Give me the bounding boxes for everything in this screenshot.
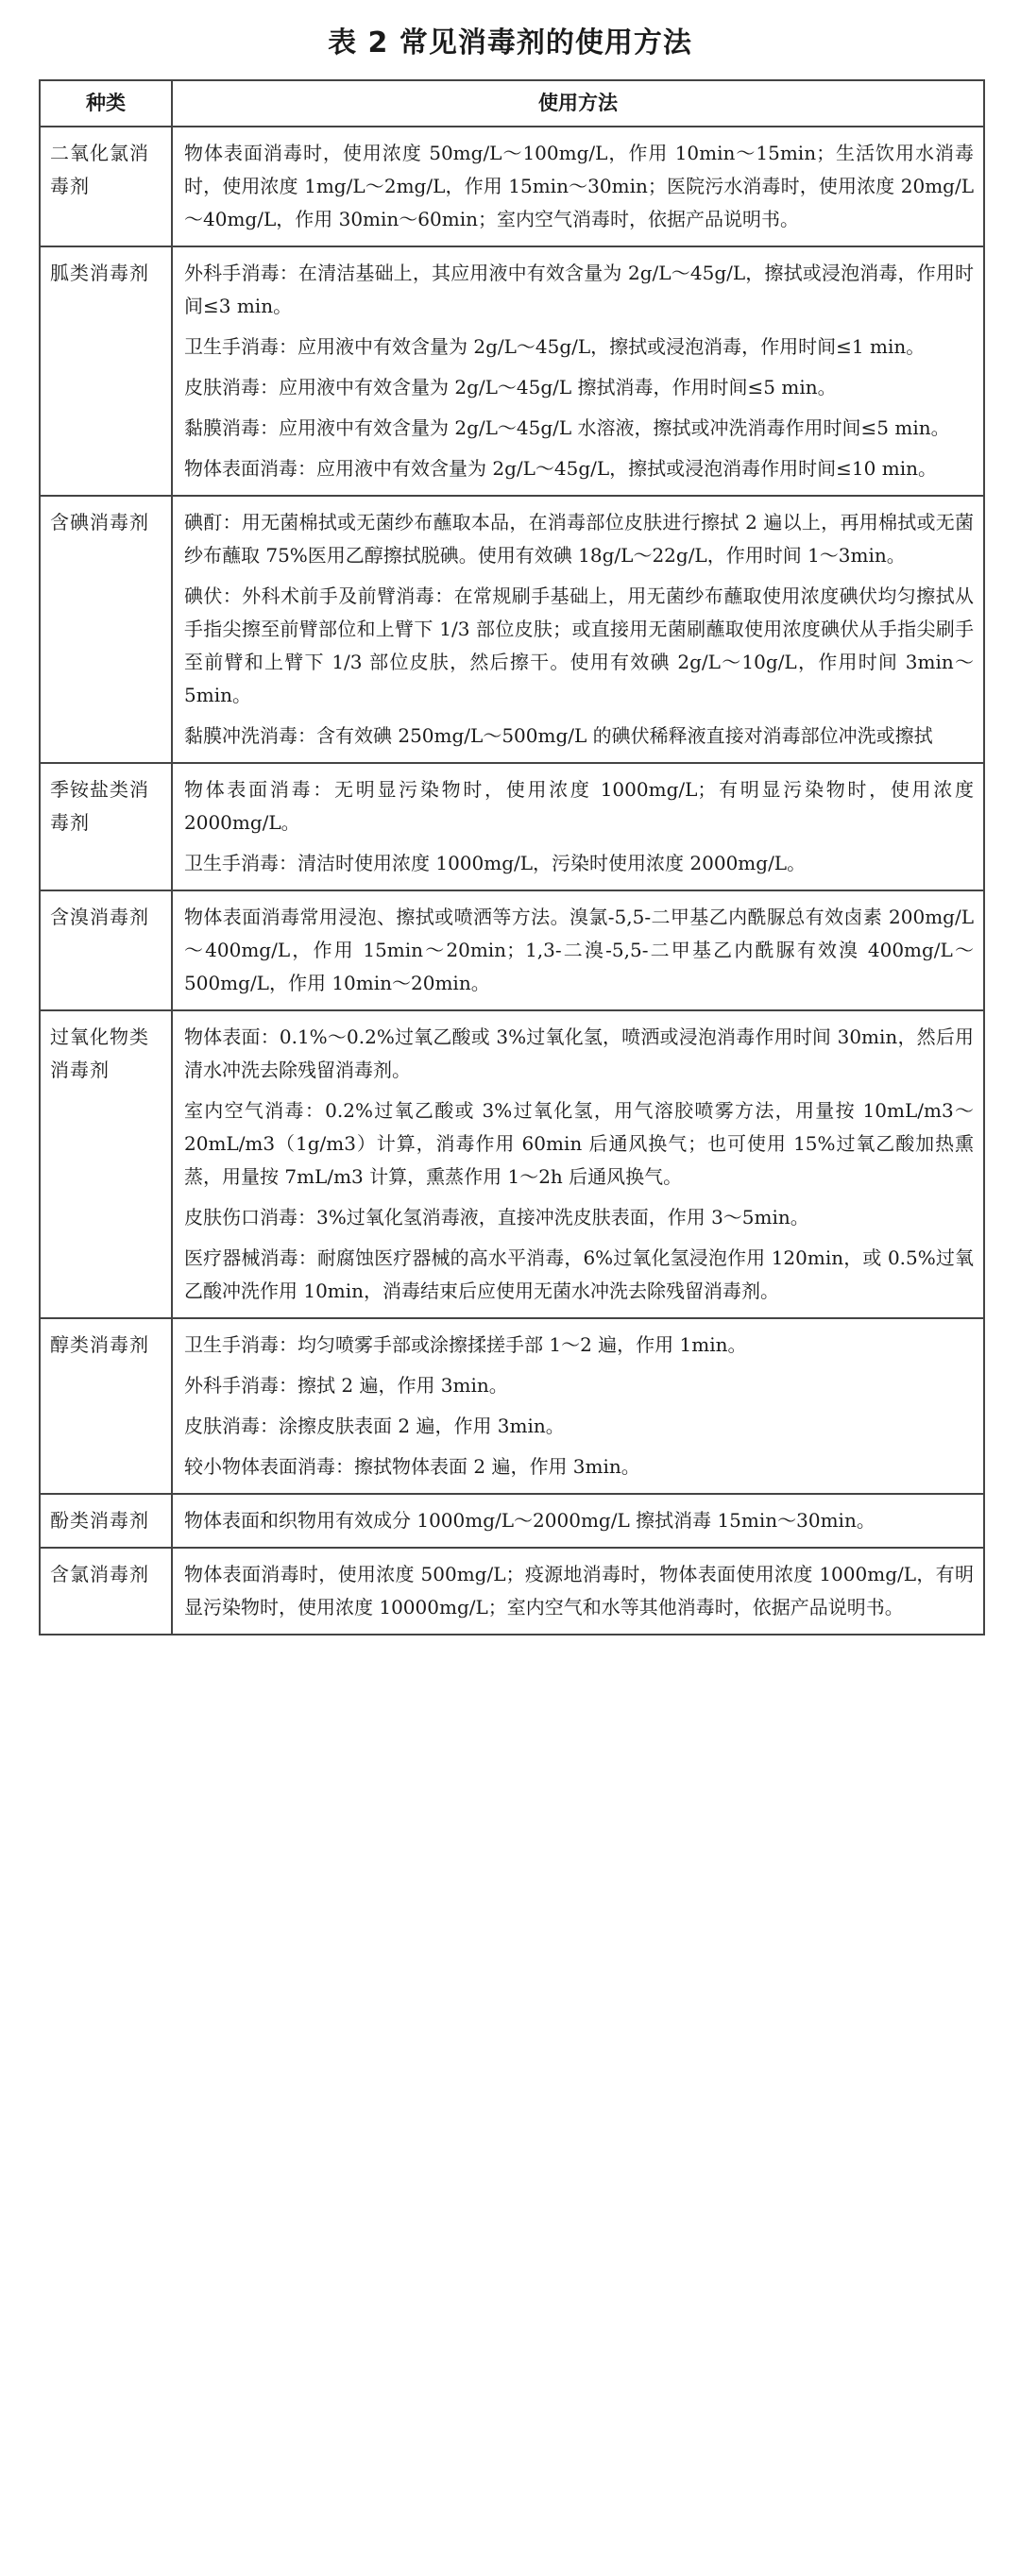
disinfectant-type: 含氯消毒剂	[40, 1548, 172, 1635]
table-body	[40, 127, 984, 1635]
method-paragraph: 物体表面和织物用有效成分 1000mg/L～2000mg/L 擦拭消毒 15min～30min。	[184, 1509, 876, 1532]
method-paragraph: 皮肤消毒：涂擦皮肤表面 2 遍，作用 3min。	[184, 1415, 565, 1437]
table-header-row	[40, 80, 984, 127]
disinfectant-type: 含碘消毒剂	[40, 496, 172, 763]
method-paragraph: 物体表面消毒时，使用浓度 50mg/L～100mg/L，作用 10min～15min；生活饮用水消毒时，使用浓度 1mg/L～2mg/L，作用 15min～30min；医院污水消毒时，使用浓度 20mg/L～40mg/L，作用 30min～60min；室内空气消毒时，依据产品说明书。	[184, 142, 974, 230]
disinfectant-type: 含溴消毒剂	[40, 890, 172, 1010]
table-row	[40, 1548, 984, 1635]
disinfectant-type: 胍类消毒剂	[40, 246, 172, 496]
method-paragraph: 卫生手消毒：均匀喷雾手部或涂擦揉搓手部 1～2 遍，作用 1min。	[184, 1333, 747, 1356]
method-paragraph: 物体表面消毒：应用液中有效含量为 2g/L～45g/L，擦拭或浸泡消毒作用时间≤10 min。	[184, 457, 937, 480]
method-paragraph: 医疗器械消毒：耐腐蚀医疗器械的高水平消毒，6%过氧化氢浸泡作用 120min，或 0.5%过氧乙酸冲洗作用 10min，消毒结束后应使用无菌水冲洗去除残留消毒剂。	[184, 1246, 974, 1302]
table-row	[40, 246, 984, 496]
disinfectant-type: 季铵盐类消毒剂	[40, 763, 172, 890]
usage-method	[172, 246, 984, 496]
disinfectant-type: 酚类消毒剂	[40, 1494, 172, 1548]
method-paragraph: 物体表面消毒常用浸泡、擦拭或喷洒等方法。溴氯-5,5-二甲基乙内酰脲总有效卤素 200mg/L～400mg/L，作用 15min～20min；1,3-二溴-5,5-二甲基乙内酰脲有效溴 400mg/L～500mg/L，作用 10min～20min。	[184, 906, 974, 994]
table-title: 表 2 常见消毒剂的使用方法	[328, 26, 692, 59]
usage-method	[172, 763, 984, 890]
disinfectant-type: 过氧化物类消毒剂	[40, 1010, 172, 1318]
disinfectant-type: 二氧化氯消毒剂	[40, 127, 172, 246]
usage-method	[172, 127, 984, 246]
method-paragraph: 碘伏：外科术前手及前臂消毒：在常规刷手基础上，用无菌纱布蘸取使用浓度碘伏均匀擦拭从手指尖擦至前臂部位和上臂下 1/3 部位皮肤；或直接用无菌刷蘸取使用浓度碘伏从手指尖刷手至前臂和上臂下 1/3 部位皮肤，然后擦干。使用有效碘 2g/L～10g/L，作用时间 3min～5min。	[184, 585, 974, 706]
method-paragraph: 物体表面消毒时，使用浓度 500mg/L；疫源地消毒时，物体表面使用浓度 1000mg/L，有明显污染物时，使用浓度 10000mg/L；室内空气和水等其他消毒时，依据产品说明书。	[184, 1563, 974, 1618]
method-paragraph: 物体表面消毒：无明显污染物时，使用浓度 1000mg/L；有明显污染物时，使用浓度 2000mg/L。	[184, 778, 974, 834]
method-paragraph: 外科手消毒：擦拭 2 遍，作用 3min。	[184, 1374, 508, 1397]
disinfectant-type: 醇类消毒剂	[40, 1318, 172, 1494]
header-method: 使用方法	[172, 80, 984, 127]
usage-method	[172, 1318, 984, 1494]
disinfectant-table	[39, 79, 985, 1635]
method-paragraph: 碘酊：用无菌棉拭或无菌纱布蘸取本品，在消毒部位皮肤进行擦拭 2 遍以上，再用棉拭或无菌纱布蘸取 75%医用乙醇擦拭脱碘。使用有效碘 18g/L～22g/L，作用时间 1～3min。	[184, 511, 974, 567]
usage-method	[172, 1494, 984, 1548]
method-paragraph: 黏膜冲洗消毒：含有效碘 250mg/L～500mg/L 的碘伏稀释液直接对消毒部位冲洗或擦拭	[184, 724, 933, 747]
usage-method	[172, 496, 984, 763]
table-row	[40, 127, 984, 246]
method-paragraph: 室内空气消毒：0.2%过氧乙酸或 3%过氧化氢，用气溶胶喷雾方法，用量按 10mL/m3～20mL/m3（1g/m3）计算，消毒作用 60min 后通风换气；也可使用 15%过氧乙酸加热熏蒸，用量按 7mL/m3 计算，熏蒸作用 1～2h 后通风换气。	[184, 1099, 974, 1188]
method-paragraph: 外科手消毒：在清洁基础上，其应用液中有效含量为 2g/L～45g/L，擦拭或浸泡消毒，作用时间≤3 min。	[184, 262, 974, 317]
usage-method	[172, 1548, 984, 1635]
table-row	[40, 1010, 984, 1318]
method-paragraph: 较小物体表面消毒：擦拭物体表面 2 遍，作用 3min。	[184, 1455, 640, 1478]
method-paragraph: 卫生手消毒：应用液中有效含量为 2g/L～45g/L，擦拭或浸泡消毒，作用时间≤1 min。	[184, 335, 926, 358]
table-row	[40, 890, 984, 1010]
table-row	[40, 1318, 984, 1494]
method-paragraph: 皮肤消毒：应用液中有效含量为 2g/L～45g/L 擦拭消毒，作用时间≤5 min。	[184, 376, 837, 398]
table-row	[40, 1494, 984, 1548]
method-paragraph: 黏膜消毒：应用液中有效含量为 2g/L～45g/L 水溶液，擦拭或冲洗消毒作用时间≤5 min。	[184, 416, 950, 439]
method-paragraph: 卫生手消毒：清洁时使用浓度 1000mg/L，污染时使用浓度 2000mg/L。	[184, 852, 807, 874]
usage-method	[172, 1010, 984, 1318]
header-type: 种类	[40, 80, 172, 127]
table-row	[40, 496, 984, 763]
method-paragraph: 皮肤伤口消毒：3%过氧化氢消毒液，直接冲洗皮肤表面，作用 3～5min。	[184, 1206, 809, 1229]
method-paragraph: 物体表面：0.1%～0.2%过氧乙酸或 3%过氧化氢，喷洒或浸泡消毒作用时间 30min，然后用清水冲洗去除残留消毒剂。	[184, 1025, 974, 1081]
table-row	[40, 763, 984, 890]
usage-method	[172, 890, 984, 1010]
